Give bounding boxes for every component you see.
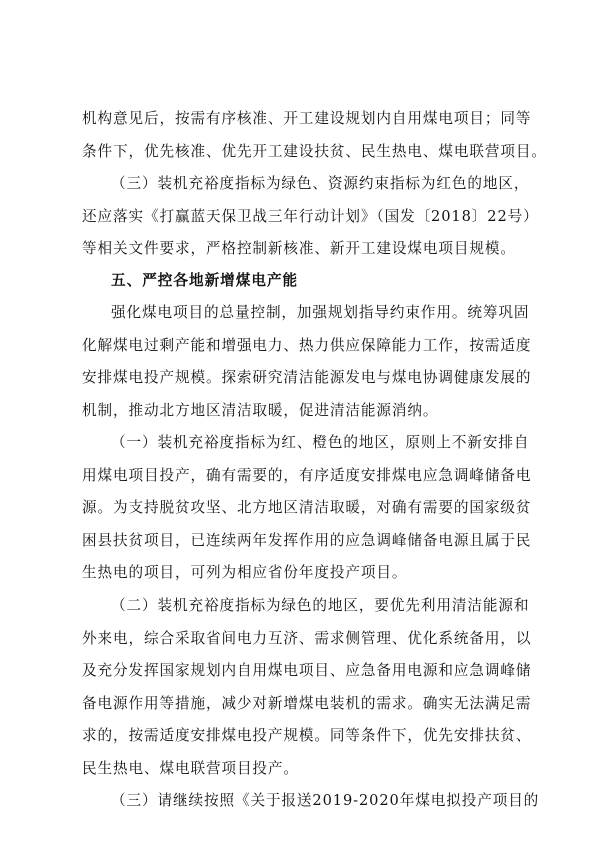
text-line: 外来电，综合采取省间电力互济、需求侧管理、优化系统备用，以 bbox=[82, 629, 532, 647]
text-line: 强化煤电项目的总量控制，加强规划指导约束作用。统筹巩固 bbox=[111, 304, 530, 321]
text-line: 困县扶贫项目，已连续两年发挥作用的应急调峰储备电源且属于民 bbox=[82, 531, 532, 549]
text-line: 及充分发挥国家规划内自用煤电项目、应急备用电源和应急调峰储 bbox=[82, 662, 532, 679]
text-line: 机制，推动北方地区清洁取暖，促进清洁能源消纳。 bbox=[82, 401, 439, 419]
text-line: （二）装机充裕度指标为绿色的地区，要优先利用清洁能源和 bbox=[111, 597, 530, 614]
text-line: 安排煤电投产规模。探索研究清洁能源发电与煤电协调健康发展的 bbox=[82, 369, 532, 386]
paragraph-3 bbox=[82, 297, 532, 427]
section-heading bbox=[82, 265, 522, 298]
text-line: （三）装机充裕度指标为绿色、资源约束指标为红色的地区， bbox=[111, 175, 530, 192]
text-line: （一）装机充裕度指标为红、橙色的地区，原则上不新安排自 bbox=[111, 434, 530, 451]
text-line: 化解煤电过剩产能和增强电力、热力供应保障能力工作，按需适度 bbox=[82, 336, 532, 354]
section-heading-text: 五、严控各地新增煤电产能 bbox=[111, 272, 299, 289]
text-line: 用煤电项目投产，确有需要的，有序适度安排煤电应急调峰储备电 bbox=[82, 466, 532, 484]
text-line: 备电源作用等措施，减少对新增煤电装机的需求。确实无法满足需 bbox=[82, 694, 532, 712]
text-line: 源。为支持脱贫攻坚、北方地区清洁取暖，对确有需要的国家级贫 bbox=[82, 499, 532, 516]
text-line: 求的，按需适度安排煤电投产规模。同等条件下，优先安排扶贫、 bbox=[82, 727, 532, 744]
text-line: 还应落实《打赢蓝天保卫战三年行动计划》（国发〔2018〕22号） bbox=[82, 207, 539, 225]
text-line: （三）请继续按照《关于报送2019-2020年煤电拟投产项目的 bbox=[111, 792, 540, 809]
text-line: 条件下，优先核准、优先开工建设扶贫、民生热电、煤电联营项目。 bbox=[82, 142, 547, 160]
text-line: 机构意见后，按需有序核准、开工建设规划内自用煤电项目；同等 bbox=[82, 110, 532, 127]
text-line: 民生热电、煤电联营项目投产。 bbox=[82, 759, 299, 777]
paragraph-2 bbox=[82, 168, 539, 266]
paragraph-4 bbox=[82, 427, 532, 590]
text-line: 等相关文件要求，严格控制新核准、新开工建设煤电项目规模。 bbox=[82, 240, 516, 257]
text-line: 生热电的项目，可列为相应省份年度投产项目。 bbox=[82, 564, 408, 581]
paragraph-5 bbox=[82, 590, 532, 785]
paragraph-6 bbox=[82, 785, 540, 818]
paragraph-1 bbox=[82, 103, 547, 168]
